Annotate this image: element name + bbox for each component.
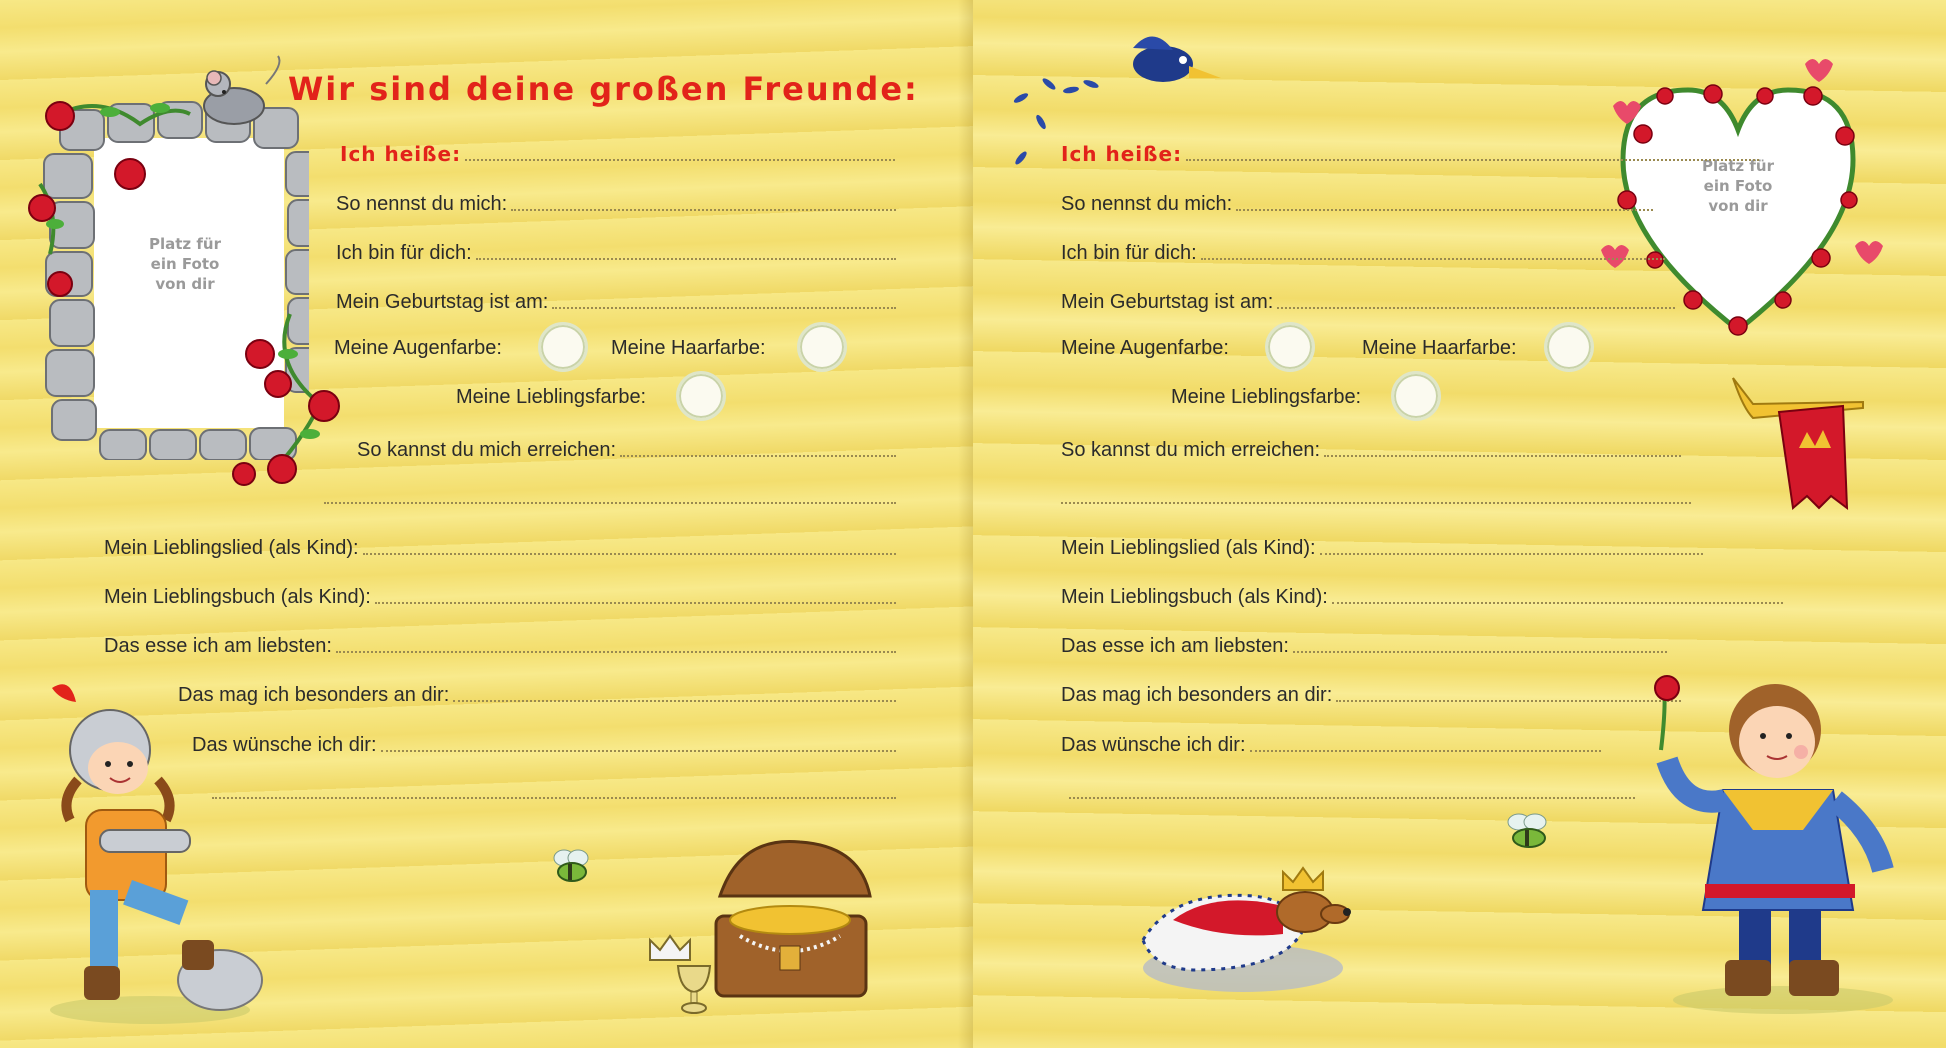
book-field[interactable] [104, 581, 896, 609]
hair-color-circle-right[interactable] [1544, 322, 1594, 372]
hair-color-circle[interactable] [797, 322, 847, 372]
role-label-right: Ich bin für dich: [1061, 242, 1197, 264]
eye-color-circle[interactable] [538, 322, 588, 372]
book-field-right[interactable] [1061, 581, 1783, 609]
song-label: Mein Lieblingslied (als Kind): [104, 537, 359, 559]
contact-extra-line[interactable] [324, 502, 896, 504]
song-field[interactable] [104, 532, 896, 560]
right-page [973, 0, 1946, 1048]
birthday-label-right: Mein Geburtstag ist am: [1061, 291, 1274, 313]
food-field[interactable] [104, 630, 896, 658]
dog-king-icon [1133, 850, 1373, 1000]
trumpet-banner-icon [1723, 368, 1873, 518]
nickname-label: So nennst du mich: [336, 193, 508, 215]
nickname-field-right[interactable] [1061, 188, 1653, 216]
like-label: Das mag ich besonders an dir: [178, 684, 450, 706]
eye-color-circle-right[interactable] [1265, 322, 1315, 372]
name-field-right[interactable] [1061, 138, 1759, 166]
song-field-right[interactable] [1061, 532, 1703, 560]
song-label-right: Mein Lieblingslied (als Kind): [1061, 537, 1316, 559]
favorite-color-circle-right[interactable] [1391, 371, 1441, 421]
nickname-label-right: So nennst du mich: [1061, 193, 1233, 215]
photo-placeholder-text-right: Platz für ein Foto von dir [1702, 157, 1774, 215]
favorite-color-label-right: Meine Lieblingsfarbe: [1171, 386, 1362, 408]
contact-label-right: So kannst du mich erreichen: [1061, 439, 1321, 461]
rose-vine-icon [20, 84, 350, 504]
bee-icon [548, 848, 598, 888]
birthday-label: Mein Geburtstag ist am: [336, 291, 549, 313]
birthday-field-right[interactable] [1061, 286, 1675, 314]
like-label-right: Das mag ich besonders an dir: [1061, 684, 1333, 706]
wish-field-right[interactable] [1061, 729, 1601, 757]
hair-color-label-right: Meine Haarfarbe: [1362, 337, 1517, 359]
contact-field[interactable] [357, 434, 896, 462]
wish-field[interactable] [192, 729, 896, 757]
favorite-color-label: Meine Lieblingsfarbe: [456, 386, 647, 408]
prince-icon [1653, 660, 1923, 1020]
favorite-color-circle[interactable] [676, 371, 726, 421]
role-field[interactable] [336, 237, 896, 265]
wish-label-right: Das wünsche ich dir: [1061, 734, 1246, 756]
eye-color-label: Meine Augenfarbe: [334, 337, 502, 359]
bee-icon-right [1501, 812, 1561, 852]
food-label: Das esse ich am liebsten: [104, 635, 332, 657]
wish-extra-line-right[interactable] [1069, 797, 1635, 799]
page-heading: Wir sind deine großen Freunde: [288, 70, 919, 108]
nickname-field[interactable] [336, 188, 896, 216]
food-label-right: Das esse ich am liebsten: [1061, 635, 1289, 657]
role-field-right[interactable] [1061, 237, 1665, 265]
wish-label: Das wünsche ich dir: [192, 734, 377, 756]
birthday-field[interactable] [336, 286, 896, 314]
goblet-icon [672, 960, 716, 1016]
book-label-right: Mein Lieblingsbuch (als Kind): [1061, 586, 1328, 608]
wish-extra-line[interactable] [212, 797, 896, 799]
bird-icon [1123, 28, 1223, 98]
photo-placeholder-text: Platz für ein Foto von dir [149, 235, 221, 293]
name-field[interactable] [340, 138, 895, 166]
eye-color-label-right: Meine Augenfarbe: [1061, 337, 1229, 359]
treasure-chest-icon [710, 836, 880, 1006]
name-label-right: Ich heiße: [1061, 142, 1183, 166]
contact-field-right[interactable] [1061, 434, 1681, 462]
name-label: Ich heiße: [340, 142, 462, 166]
hair-color-label: Meine Haarfarbe: [611, 337, 766, 359]
like-field-right[interactable] [1061, 679, 1681, 707]
book-label: Mein Lieblingsbuch (als Kind): [104, 586, 371, 608]
knight-icon [40, 680, 290, 1030]
food-field-right[interactable] [1061, 630, 1667, 658]
role-label: Ich bin für dich: [336, 242, 472, 264]
contact-extra-line-right[interactable] [1061, 502, 1691, 504]
contact-label: So kannst du mich erreichen: [357, 439, 617, 461]
